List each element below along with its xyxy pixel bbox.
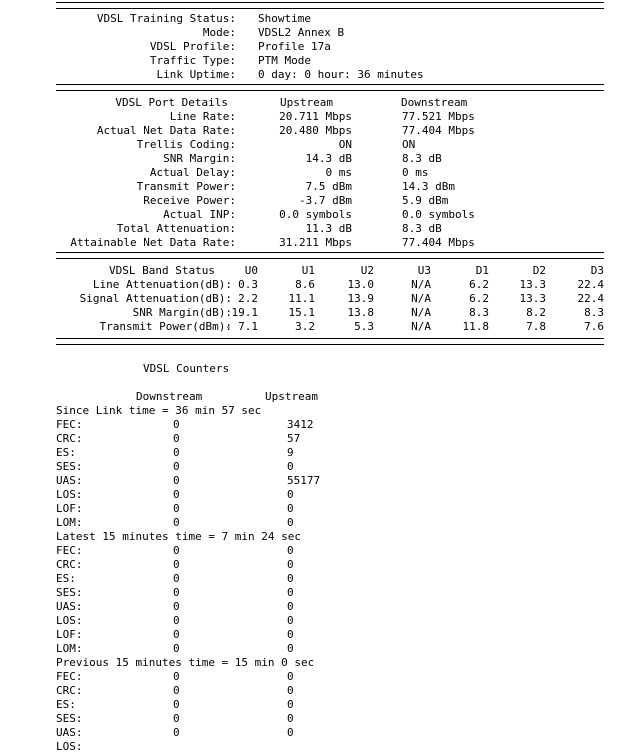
port-detail-label: SNR Margin:: [163, 152, 236, 165]
counter-upstream: 57: [287, 432, 301, 445]
band-value-d3: 8.3: [584, 306, 604, 319]
port-detail-label: Attainable Net Data Rate:: [70, 236, 236, 249]
counter-name: FEC:: [56, 418, 83, 431]
counter-name: LOF:: [56, 628, 83, 641]
band-value-u1: 3.2: [295, 320, 315, 333]
band-value-d1: 11.8: [462, 320, 489, 333]
counters-title: VDSL Counters: [143, 362, 230, 375]
port-detail-upstream: 11.3 dB: [305, 222, 352, 235]
counters-section-heading: Since Link time = 36 min 57 sec: [56, 404, 262, 417]
band-value-u3: N/A: [411, 278, 431, 291]
status-label: VDSL Profile:: [149, 40, 236, 53]
band-status-heading: VDSL Band Status: [109, 264, 215, 277]
counter-downstream: 0: [173, 670, 180, 683]
counter-downstream: 0: [173, 684, 180, 697]
port-details-heading: VDSL Port Details: [115, 96, 228, 109]
counter-name: LOS:: [56, 614, 83, 627]
counter-upstream: 0: [287, 670, 294, 683]
counter-name: LOS:: [56, 740, 83, 753]
counter-upstream: 0: [287, 558, 294, 571]
band-value-u0: 0.3: [238, 278, 258, 291]
counter-upstream: 55177: [287, 474, 321, 487]
band-value-d3: 7.6: [584, 320, 604, 333]
port-detail-label: Total Attenuation:: [116, 222, 236, 235]
port-detail-downstream: 77.404 Mbps: [402, 236, 475, 249]
band-column-d2: D2: [532, 264, 546, 277]
counter-downstream: 0: [173, 600, 180, 613]
band-row-label: Signal Attenuation(dB):: [79, 292, 232, 305]
port-detail-upstream: 20.480 Mbps: [279, 124, 352, 137]
port-detail-label: Transmit Power:: [136, 180, 236, 193]
counter-name: LOM:: [56, 516, 83, 529]
column-downstream: Downstream: [401, 96, 468, 109]
counter-name: CRC:: [56, 684, 83, 697]
port-detail-downstream: ON: [402, 138, 416, 151]
band-column-u3: U3: [417, 264, 431, 277]
counter-downstream: 0: [173, 502, 180, 515]
counter-downstream: 0: [173, 516, 180, 529]
counter-downstream: 0: [173, 572, 180, 585]
port-detail-label: Actual INP:: [163, 208, 236, 221]
counter-downstream: 0: [173, 586, 180, 599]
band-value-u2: 13.9: [347, 292, 374, 305]
port-detail-upstream: 0.0 symbols: [279, 208, 352, 221]
counter-name: UAS:: [56, 474, 83, 487]
counter-downstream: 0: [173, 432, 180, 445]
counter-upstream: 0: [287, 502, 294, 515]
counter-name: CRC:: [56, 432, 83, 445]
band-value-d2: 13.3: [519, 292, 546, 305]
counter-name: UAS:: [56, 726, 83, 739]
port-detail-downstream: 0.0 symbols: [402, 208, 475, 221]
counter-upstream: 0: [287, 712, 294, 725]
counter-upstream: 0: [287, 642, 294, 655]
counters-column-upstream: Upstream: [265, 390, 318, 403]
port-detail-downstream: 14.3 dBm: [402, 180, 455, 193]
band-value-d2: 8.2: [526, 306, 546, 319]
counter-name: UAS:: [56, 600, 83, 613]
counter-downstream: 0: [173, 642, 180, 655]
counters-section-heading: Previous 15 minutes time = 15 min 0 sec: [56, 656, 315, 669]
counter-name: CRC:: [56, 558, 83, 571]
status-label: VDSL Training Status:: [96, 12, 236, 25]
band-row-label: Transmit Power(dBm):: [99, 320, 232, 333]
counter-name: SES:: [56, 712, 83, 725]
counter-upstream: 0: [287, 572, 294, 585]
band-value-u1: 8.6: [295, 278, 315, 291]
counter-name: SES:: [56, 586, 83, 599]
band-value-u2: 5.3: [354, 320, 374, 333]
separator-status: [56, 84, 604, 91]
band-column-u2: U2: [360, 264, 374, 277]
band-value-d1: 8.3: [469, 306, 489, 319]
port-detail-label: Actual Net Data Rate:: [96, 124, 236, 137]
counter-name: LOS:: [56, 488, 83, 501]
port-detail-upstream: 7.5 dBm: [305, 180, 352, 193]
counter-upstream: 0: [287, 726, 294, 739]
counter-upstream: 0: [287, 614, 294, 627]
counter-downstream: 0: [173, 460, 180, 473]
band-value-u2: 13.8: [347, 306, 374, 319]
band-value-u2: 13.0: [347, 278, 374, 291]
port-detail-upstream: 31.211 Mbps: [279, 236, 352, 249]
port-detail-label: Trellis Coding:: [136, 138, 236, 151]
band-value-d3: 22.4: [577, 292, 604, 305]
column-upstream: Upstream: [280, 96, 333, 109]
counter-name: LOM:: [56, 642, 83, 655]
status-value: VDSL2 Annex B: [258, 26, 345, 39]
port-detail-upstream: 0 ms: [325, 166, 352, 179]
band-column-u1: U1: [301, 264, 315, 277]
port-detail-downstream: 77.521 Mbps: [402, 110, 475, 123]
status-label: Traffic Type:: [149, 54, 236, 67]
band-value-d1: 6.2: [469, 292, 489, 305]
counter-upstream: 0: [287, 488, 294, 501]
counter-name: LOF:: [56, 502, 83, 515]
band-row-label: Line Attenuation(dB):: [92, 278, 232, 291]
band-value-d3: 22.4: [577, 278, 604, 291]
band-value-u0: - 7.1: [224, 320, 258, 333]
counter-downstream: 0: [173, 544, 180, 557]
port-detail-upstream: ON: [338, 138, 352, 151]
counter-downstream: 0: [173, 558, 180, 571]
band-column-u0: U0: [244, 264, 258, 277]
band-value-u3: N/A: [411, 320, 431, 333]
counter-upstream: 0: [287, 586, 294, 599]
band-value-u1: 15.1: [288, 306, 315, 319]
port-detail-upstream: 14.3 dB: [305, 152, 352, 165]
status-value: PTM Mode: [258, 54, 311, 67]
band-value-u3: N/A: [411, 306, 431, 319]
counter-name: ES:: [56, 698, 76, 711]
band-row-label: SNR Margin(dB):: [132, 306, 232, 319]
status-label: Mode:: [202, 26, 236, 39]
band-column-d3: D3: [590, 264, 604, 277]
band-value-d1: 6.2: [469, 278, 489, 291]
counter-downstream: 0: [173, 726, 180, 739]
port-detail-label: Line Rate:: [169, 110, 236, 123]
counter-downstream: 0: [173, 446, 180, 459]
counter-downstream: 0: [173, 614, 180, 627]
port-detail-downstream: 8.3 dB: [402, 222, 442, 235]
counter-upstream: 0: [287, 516, 294, 529]
port-detail-label: Receive Power:: [143, 194, 236, 207]
counter-name: FEC:: [56, 544, 83, 557]
counter-downstream: 0: [173, 488, 180, 501]
status-value: Profile 17a: [258, 40, 331, 53]
counter-downstream: 0: [173, 698, 180, 711]
port-detail-upstream: -3.7 dBm: [299, 194, 352, 207]
status-label: Link Uptime:: [156, 68, 236, 81]
counter-upstream: 0: [287, 544, 294, 557]
band-value-d2: 7.8: [526, 320, 546, 333]
separator-top: [56, 2, 604, 9]
band-value-u3: N/A: [411, 292, 431, 305]
port-detail-downstream: 77.404 Mbps: [402, 124, 475, 137]
counter-upstream: 3412: [287, 418, 314, 431]
counter-downstream: 0: [173, 474, 180, 487]
separator-port-details: [56, 252, 604, 259]
counter-downstream: 0: [173, 628, 180, 641]
counter-name: FEC:: [56, 670, 83, 683]
band-value-u0: 2.2: [238, 292, 258, 305]
counter-upstream: 0: [287, 600, 294, 613]
band-value-d2: 13.3: [519, 278, 546, 291]
counter-downstream: 0: [173, 418, 180, 431]
port-detail-downstream: 8.3 dB: [402, 152, 442, 165]
counters-column-downstream: Downstream: [136, 390, 203, 403]
counter-upstream: 0: [287, 684, 294, 697]
counter-upstream: 0: [287, 628, 294, 641]
counter-upstream: 9: [287, 446, 294, 459]
counter-downstream: 0: [173, 712, 180, 725]
counter-name: ES:: [56, 572, 76, 585]
port-detail-upstream: 20.711 Mbps: [279, 110, 352, 123]
counter-upstream: 0: [287, 460, 294, 473]
counters-section-heading: Latest 15 minutes time = 7 min 24 sec: [56, 530, 302, 543]
status-value: Showtime: [258, 12, 311, 25]
port-detail-label: Actual Delay:: [149, 166, 236, 179]
port-detail-downstream: 0 ms: [402, 166, 429, 179]
status-value: 0 day: 0 hour: 36 minutes: [258, 68, 424, 81]
port-detail-downstream: 5.9 dBm: [402, 194, 449, 207]
band-column-d1: D1: [475, 264, 489, 277]
band-value-u0: 19.1: [231, 306, 258, 319]
counter-upstream: 0: [287, 698, 294, 711]
band-value-u1: 11.1: [288, 292, 315, 305]
separator-band-status: [56, 338, 604, 345]
counter-name: SES:: [56, 460, 83, 473]
counter-name: ES:: [56, 446, 76, 459]
